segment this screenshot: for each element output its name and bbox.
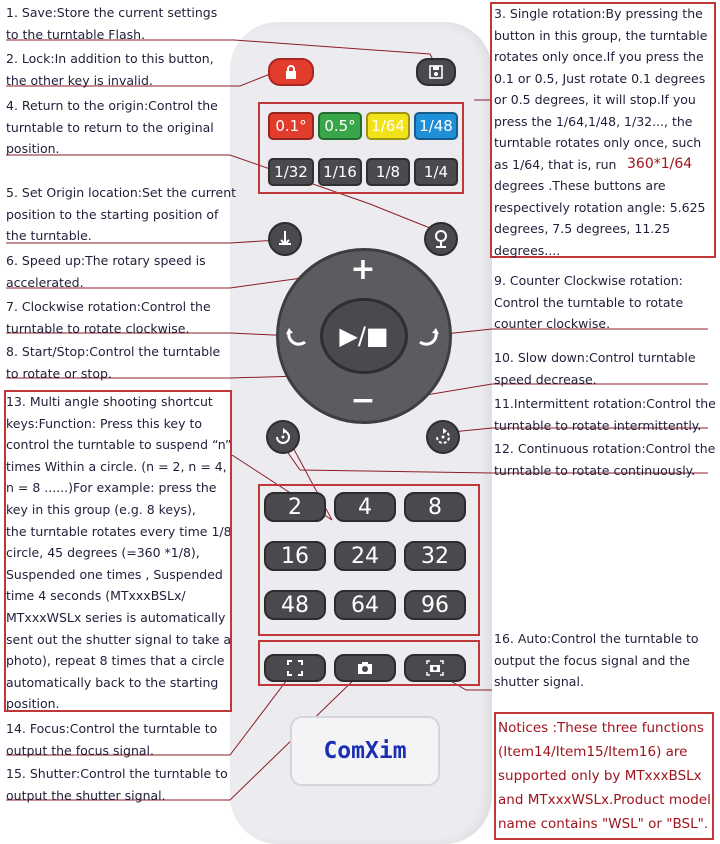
note-n9-line-0: 9. Counter Clockwise rotation: bbox=[494, 273, 683, 288]
continuous-rotation-button[interactable] bbox=[266, 420, 300, 454]
clockwise-button[interactable] bbox=[283, 322, 311, 350]
note-n1-line-0: 1. Save:Store the current settings bbox=[6, 5, 218, 20]
camera-icon bbox=[357, 660, 373, 676]
note-n7-line-1: turntable to rotate clockwise. bbox=[6, 320, 190, 336]
save-icon bbox=[428, 64, 444, 80]
rotate-counterclockwise-icon bbox=[414, 322, 442, 350]
note-n13-line-1: keys:Function: Press this key to bbox=[6, 415, 203, 431]
anchor-down-icon bbox=[276, 229, 294, 249]
note-n13-line-13: automatically back to the starting bbox=[6, 674, 219, 690]
note-n13-line-10: MTxxxWSLx series is automatically bbox=[6, 610, 226, 625]
note-n6-line-0: 6. Speed up:The rotary speed is bbox=[6, 253, 206, 268]
note-n4-line-1: turntable to return to the original bbox=[6, 119, 214, 135]
note-n14-line-0: 14. Focus:Control the turntable to bbox=[6, 721, 218, 736]
speed-up-button[interactable]: + bbox=[350, 252, 376, 287]
shortcut-button-64[interactable]: 64 bbox=[334, 590, 396, 620]
note-n3-line-4: or 0.5 degrees, it will stop.If you bbox=[494, 92, 696, 107]
angle-button-4[interactable]: 1/32 bbox=[268, 158, 314, 186]
shortcut-button-4[interactable]: 4 bbox=[334, 492, 396, 522]
note-n16-line-2: shutter signal. bbox=[494, 674, 584, 689]
note-n2-line-0: 2. Lock:In addition to this button, bbox=[6, 51, 214, 66]
angle-button-5[interactable]: 1/16 bbox=[318, 158, 362, 186]
rotate-clockwise-icon bbox=[283, 322, 311, 350]
note-n13-line-7: circle, 45 degrees (=360 *1/8), bbox=[6, 545, 200, 561]
note-n5-line-1: position to the starting position of bbox=[6, 206, 219, 222]
brand-logo: ComXim bbox=[290, 716, 440, 786]
save-button[interactable] bbox=[416, 58, 456, 86]
auto-camera-icon bbox=[426, 660, 444, 676]
note-notice-line-1: (Item14/Item15/Item16) are bbox=[498, 744, 688, 760]
note-n10-line-1: speed decrease. bbox=[494, 371, 597, 387]
note-n3-line-5: press the 1/64,1/48, 1/32..., the bbox=[494, 113, 693, 129]
note-n3-line-11: degrees.... bbox=[494, 242, 561, 258]
angle-button-2[interactable]: 1/64 bbox=[366, 112, 410, 140]
auto-button[interactable] bbox=[404, 654, 466, 682]
note-n10-line-0: 10. Slow down:Control turntable bbox=[494, 350, 696, 365]
note-n3-line-3: 0.1 or 0.5, Just rotate 0.1 degrees bbox=[494, 70, 706, 86]
focus-icon bbox=[287, 660, 303, 676]
note-n8-line-1: to rotate or stop. bbox=[6, 365, 112, 381]
note-n13-line-12: photo), repeat 8 times that a circle bbox=[6, 653, 225, 669]
angle-button-0[interactable]: 0.1° bbox=[268, 112, 314, 140]
note-n4-line-0: 4. Return to the origin:Control the bbox=[6, 98, 218, 113]
note-n13-line-14: position. bbox=[6, 696, 60, 712]
note-n9-line-2: counter clockwise. bbox=[494, 316, 611, 331]
note-notice-line-4: name contains "WSL" or "BSL". bbox=[498, 816, 709, 832]
note-n13-line-6: the turntable rotates every time 1/8 bbox=[6, 523, 232, 539]
note-n3-line-0: 3. Single rotation:By pressing the bbox=[494, 6, 703, 21]
note-n2-line-1: the other key is invalid. bbox=[6, 72, 153, 88]
note-n3-line-2: rotates only once.If you press the bbox=[494, 49, 704, 64]
angle-button-3[interactable]: 1/48 bbox=[414, 112, 458, 140]
note-n3-line-7: as 1/64, that is, run bbox=[494, 156, 617, 172]
shortcut-button-24[interactable]: 24 bbox=[334, 541, 396, 571]
intermittent-rotation-icon bbox=[434, 428, 452, 446]
note-n5-line-2: the turntable. bbox=[6, 228, 92, 243]
lock-button[interactable] bbox=[268, 58, 314, 86]
note-n13-line-4: n = 8 ......)For example: press the bbox=[6, 480, 217, 496]
angle-button-6[interactable]: 1/8 bbox=[366, 158, 410, 186]
shortcut-button-96[interactable]: 96 bbox=[404, 590, 466, 620]
note-n3-line-10: degrees, 7.5 degrees, 11.25 bbox=[494, 221, 671, 236]
note-n13-line-2: control the turntable to suspend “n” bbox=[6, 437, 232, 453]
note-n16-line-0: 16. Auto:Control the turntable to bbox=[494, 631, 699, 646]
set-origin-button[interactable] bbox=[424, 222, 458, 256]
note-n3-line-6: turntable rotates only once, such bbox=[494, 135, 702, 150]
shortcut-button-2[interactable]: 2 bbox=[264, 492, 326, 522]
return-origin-button[interactable] bbox=[268, 222, 302, 256]
note-n9-line-1: Control the turntable to rotate bbox=[494, 294, 684, 310]
note-notice-line-0: Notices :These three functions bbox=[498, 720, 704, 736]
note-n11-line-1: turntable to rotate intermittently. bbox=[494, 417, 702, 433]
shortcut-button-32[interactable]: 32 bbox=[404, 541, 466, 571]
note-notice-line-2: supported only by MTxxxBSLx bbox=[498, 768, 702, 784]
note-n11-line-0: 11.Intermittent rotation:Control the bbox=[494, 396, 716, 411]
angle-button-1[interactable]: 0.5° bbox=[318, 112, 362, 140]
shutter-button[interactable] bbox=[334, 654, 396, 682]
note-n12-line-0: 12. Continuous rotation:Control the bbox=[494, 441, 716, 456]
note-notice-line-3: and MTxxxWSLx.Product model bbox=[498, 792, 711, 808]
note-n13-line-9: time 4 seconds (MTxxxBSLx/ bbox=[6, 588, 186, 604]
location-pin-icon bbox=[432, 229, 450, 249]
note-n5-line-0: 5. Set Origin location:Set the current bbox=[6, 185, 237, 200]
shortcut-note-box bbox=[4, 390, 232, 712]
note-n3-line-9: respectively rotation angle: 5.625 bbox=[494, 199, 706, 215]
note-n13-line-3: times Within a circle. (n = 2, n = 4, bbox=[6, 458, 227, 474]
note-n15-line-1: output the shutter signal. bbox=[6, 787, 166, 803]
focus-button[interactable] bbox=[264, 654, 326, 682]
note-n14-line-1: output the focus signal. bbox=[6, 742, 154, 758]
note-n13-line-0: 13. Multi angle shooting shortcut bbox=[6, 394, 213, 409]
note-n4-line-2: position. bbox=[6, 141, 60, 156]
note-n16-line-1: output the focus signal and the bbox=[494, 652, 690, 668]
intermittent-rotation-button[interactable] bbox=[426, 420, 460, 454]
note-n8-line-0: 8. Start/Stop:Control the turntable bbox=[6, 344, 221, 359]
lock-icon bbox=[283, 64, 299, 80]
note-n13-line-11: sent out the shutter signal to take a bbox=[6, 631, 232, 647]
note-n15-line-0: 15. Shutter:Control the turntable to bbox=[6, 766, 228, 781]
note-n13-line-8: Suspended one times , Suspended bbox=[6, 566, 223, 582]
note-n12-line-1: turntable to rotate continuously. bbox=[494, 462, 696, 478]
note-n13-line-5: key in this group (e.g. 8 keys), bbox=[6, 502, 196, 517]
note-n3-line-8: degrees .These buttons are bbox=[494, 178, 666, 193]
note-n6-line-1: accelerated. bbox=[6, 274, 84, 290]
note-n3-highlight: 360*1/64 bbox=[627, 155, 693, 172]
start-stop-button[interactable]: ▶/■ bbox=[320, 298, 408, 374]
note-n7-line-0: 7. Clockwise rotation:Control the bbox=[6, 299, 211, 314]
shortcut-button-8[interactable]: 8 bbox=[404, 492, 466, 522]
angle-button-7[interactable]: 1/4 bbox=[414, 158, 458, 186]
slow-down-button[interactable]: − bbox=[350, 383, 376, 418]
shortcut-button-16[interactable]: 16 bbox=[264, 541, 326, 571]
note-n1-line-1: to the turntable Flash. bbox=[6, 26, 146, 42]
counter-clockwise-button[interactable] bbox=[414, 322, 442, 350]
note-n3-line-1: button in this group, the turntable bbox=[494, 27, 708, 43]
shortcut-button-48[interactable]: 48 bbox=[264, 590, 326, 620]
continuous-rotation-icon bbox=[274, 428, 292, 446]
